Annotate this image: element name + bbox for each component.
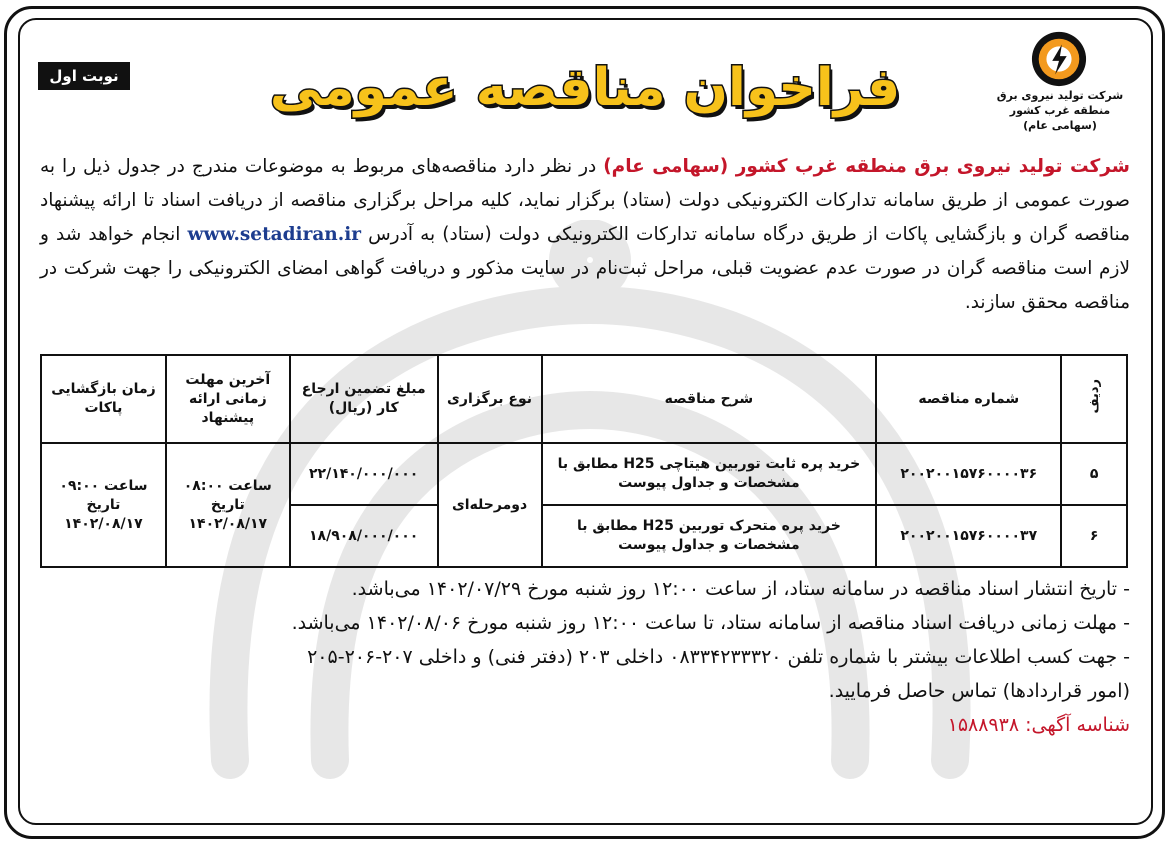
company-caption bbox=[990, 88, 1130, 133]
table-header-row bbox=[41, 355, 1127, 443]
intro-text-1: در نظر دارد مناقصه‌های مربوط به موضوعات مندرج در جدول ذیل را به صورت عمومی از طریق سامانه تدارکات الکترونیکی دولت (ستاد) برگزار نماید، کلیه مراحل برگزاری مناقصه از دریافت اسناد تا ارائه پیشنهاد مناقصه گران و بازگشایی پاکات از طریق درگاه سامانه تدارکات الکترونیکی دولت (ستاد) به آدرس bbox=[40, 156, 1130, 245]
company-line-2: منطقه غرب کشور bbox=[1009, 104, 1111, 117]
note-download-deadline: - مهلت زمانی دریافت اسناد مناقصه از سامانه ستاد، تا ساعت ۱۲:۰۰ روز شنبه مورخ ۱۴۰۲/۰۸/۰۶ می‌باشد. bbox=[291, 612, 1130, 634]
note-contact: - جهت کسب اطلاعات بیشتر با شماره تلفن ۰۸۳۳۴۲۳۳۳۲۰ داخلی ۲۰۳ (دفتر فنی) و داخلی ۲۰۷-۲۰۶-۲۰۵ bbox=[307, 646, 1130, 668]
opening-cell bbox=[41, 443, 166, 567]
tender-description: خرید پره متحرک توربین H25 مطابق با مشخصات و جداول پیوست bbox=[542, 505, 877, 567]
deadline-time: ساعت ۰۸:۰۰ bbox=[183, 477, 272, 494]
header-row-number: ردیف bbox=[1061, 355, 1127, 443]
header-type: نوع برگزاری bbox=[438, 355, 542, 443]
opening-time: ساعت ۰۹:۰۰ bbox=[59, 477, 148, 494]
tender-description: خرید پره ثابت توربین هیتاچی H25 مطابق با مشخصات و جداول پیوست bbox=[542, 443, 877, 505]
header-guarantee: مبلغ تضمین ارجاع کار (ریال) bbox=[290, 355, 438, 443]
guarantee-amount: ۲۲/۱۴۰/۰۰۰/۰۰۰ bbox=[290, 443, 438, 505]
tender-number: ۲۰۰۲۰۰۱۵۷۶۰۰۰۰۳۶ bbox=[876, 443, 1061, 505]
row-number: ۵ bbox=[1061, 443, 1127, 505]
deadline-date-label: تاریخ bbox=[210, 496, 245, 513]
company-name: شرکت تولید نیروی برق منطقه غرب کشور (سهامی عام) bbox=[603, 156, 1130, 177]
company-line-1: شرکت تولید نیروی برق bbox=[996, 89, 1124, 102]
note-publication-date: - تاریخ انتشار اسناد مناقصه در سامانه ستاد، از ساعت ۱۲:۰۰ روز شنبه مورخ ۱۴۰۲/۰۷/۲۹ می‌باشد. bbox=[351, 578, 1130, 600]
publication-badge: نوبت اول bbox=[38, 62, 130, 90]
opening-date: ۱۴۰۲/۰۸/۱۷ bbox=[64, 515, 143, 532]
company-line-3: (سهامی عام) bbox=[1023, 119, 1097, 132]
row-number: ۶ bbox=[1061, 505, 1127, 567]
header-opening: زمان بازگشایی پاکات bbox=[41, 355, 166, 443]
setad-url-link[interactable]: www.setadiran.ir bbox=[187, 224, 361, 245]
tender-number: ۲۰۰۲۰۰۱۵۷۶۰۰۰۰۳۷ bbox=[876, 505, 1061, 567]
opening-date-label: تاریخ bbox=[86, 496, 121, 513]
ad-id: شناسه آگهی: ۱۵۸۸۹۳۸ bbox=[947, 714, 1130, 736]
tender-table bbox=[40, 354, 1128, 568]
notes-section bbox=[40, 572, 1130, 742]
tender-type: دومرحله‌ای bbox=[438, 443, 542, 567]
header-description: شرح مناقصه bbox=[542, 355, 877, 443]
table-row bbox=[41, 443, 1127, 505]
deadline-date: ۱۴۰۲/۰۸/۱۷ bbox=[188, 515, 268, 532]
header-tender-number: شماره مناقصه bbox=[876, 355, 1061, 443]
note-contact-cont: (امور قراردادها) تماس حاصل فرمایید. bbox=[828, 680, 1130, 702]
page-title: فراخوان مناقصه عمومی bbox=[269, 58, 901, 118]
deadline-cell bbox=[166, 443, 290, 567]
intro-text-2: انجام خواهد شد و لازم است مناقصه گران در صورت عدم عضویت قبلی، مراحل ثبت‌نام در سایت مذکور و دریافت گواهی امضای الکترونیکی را جهت شرکت در مناقصه محقق سازند. bbox=[40, 224, 1130, 313]
guarantee-amount: ۱۸/۹۰۸/۰۰۰/۰۰۰ bbox=[290, 505, 438, 567]
intro-paragraph bbox=[40, 150, 1130, 320]
company-logo bbox=[1030, 30, 1088, 88]
header-deadline: آخرین مهلت زمانی ارائه پیشنهاد bbox=[166, 355, 290, 443]
